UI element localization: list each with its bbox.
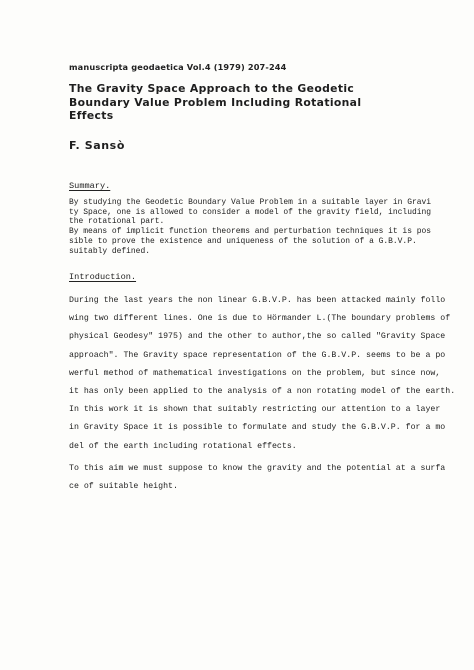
summary-line: ty Space, one is allowed to consider a model of the gravity field, including [69,207,432,217]
intro-line: approach". The Gravity space representation of the G.B.V.P. seems to be a po [69,350,446,360]
summary-line: suitably defined. [69,246,150,256]
summary-line: sible to prove the existence and uniqueness of the solution of a G.B.V.P. [69,236,417,246]
intro-line: werful method of mathematical investigations on the problem, but since now, [69,368,441,378]
title-line: Effects [69,109,114,122]
intro-line: In this work it is shown that suitably restricting our attention to a layer [69,405,441,415]
intro-line: ce of suitable height. [69,482,178,492]
intro-line: del of the earth including rotational effects. [69,441,297,451]
introduction-text [69,292,459,496]
summary-line: By studying the Geodetic Boundary Value Problem in a suitable layer in Gravi [69,198,432,207]
summary-line: By means of implicit function theorems and perturbation techniques it is pos [69,227,432,237]
summary-text [69,198,459,256]
journal-reference: manuscripta geodaetica Vol.4 (1979) 207-244 [69,62,287,72]
author-name: F. Sansò [69,139,125,152]
intro-line: During the last years the non linear G.B.V.P. has been attacked mainly follo [69,296,446,305]
paper-title [69,82,429,123]
intro-line: wing two different lines. One is due to Hörmander L.(The boundary problems of [69,314,451,324]
title-line: Boundary Value Problem Including Rotational [69,95,362,109]
title-line: The Gravity Space Approach to the Geodetic [69,82,355,95]
introduction-heading: Introduction. [69,272,137,282]
intro-line: To this aim we must suppose to know the gravity and the potential at a surfa [69,463,446,473]
intro-line: in Gravity Space it is possible to formulate and study the G.B.V.P. for a mo [69,423,446,433]
summary-line: the rotational part. [69,217,165,227]
summary-heading: Summary. [69,181,111,191]
intro-line: physical Geodesy" 1975) and the other to author,the so called "Gravity Space [69,332,446,342]
intro-line: it has only been applied to the analysis of a non rotating model of the earth. [69,387,456,397]
